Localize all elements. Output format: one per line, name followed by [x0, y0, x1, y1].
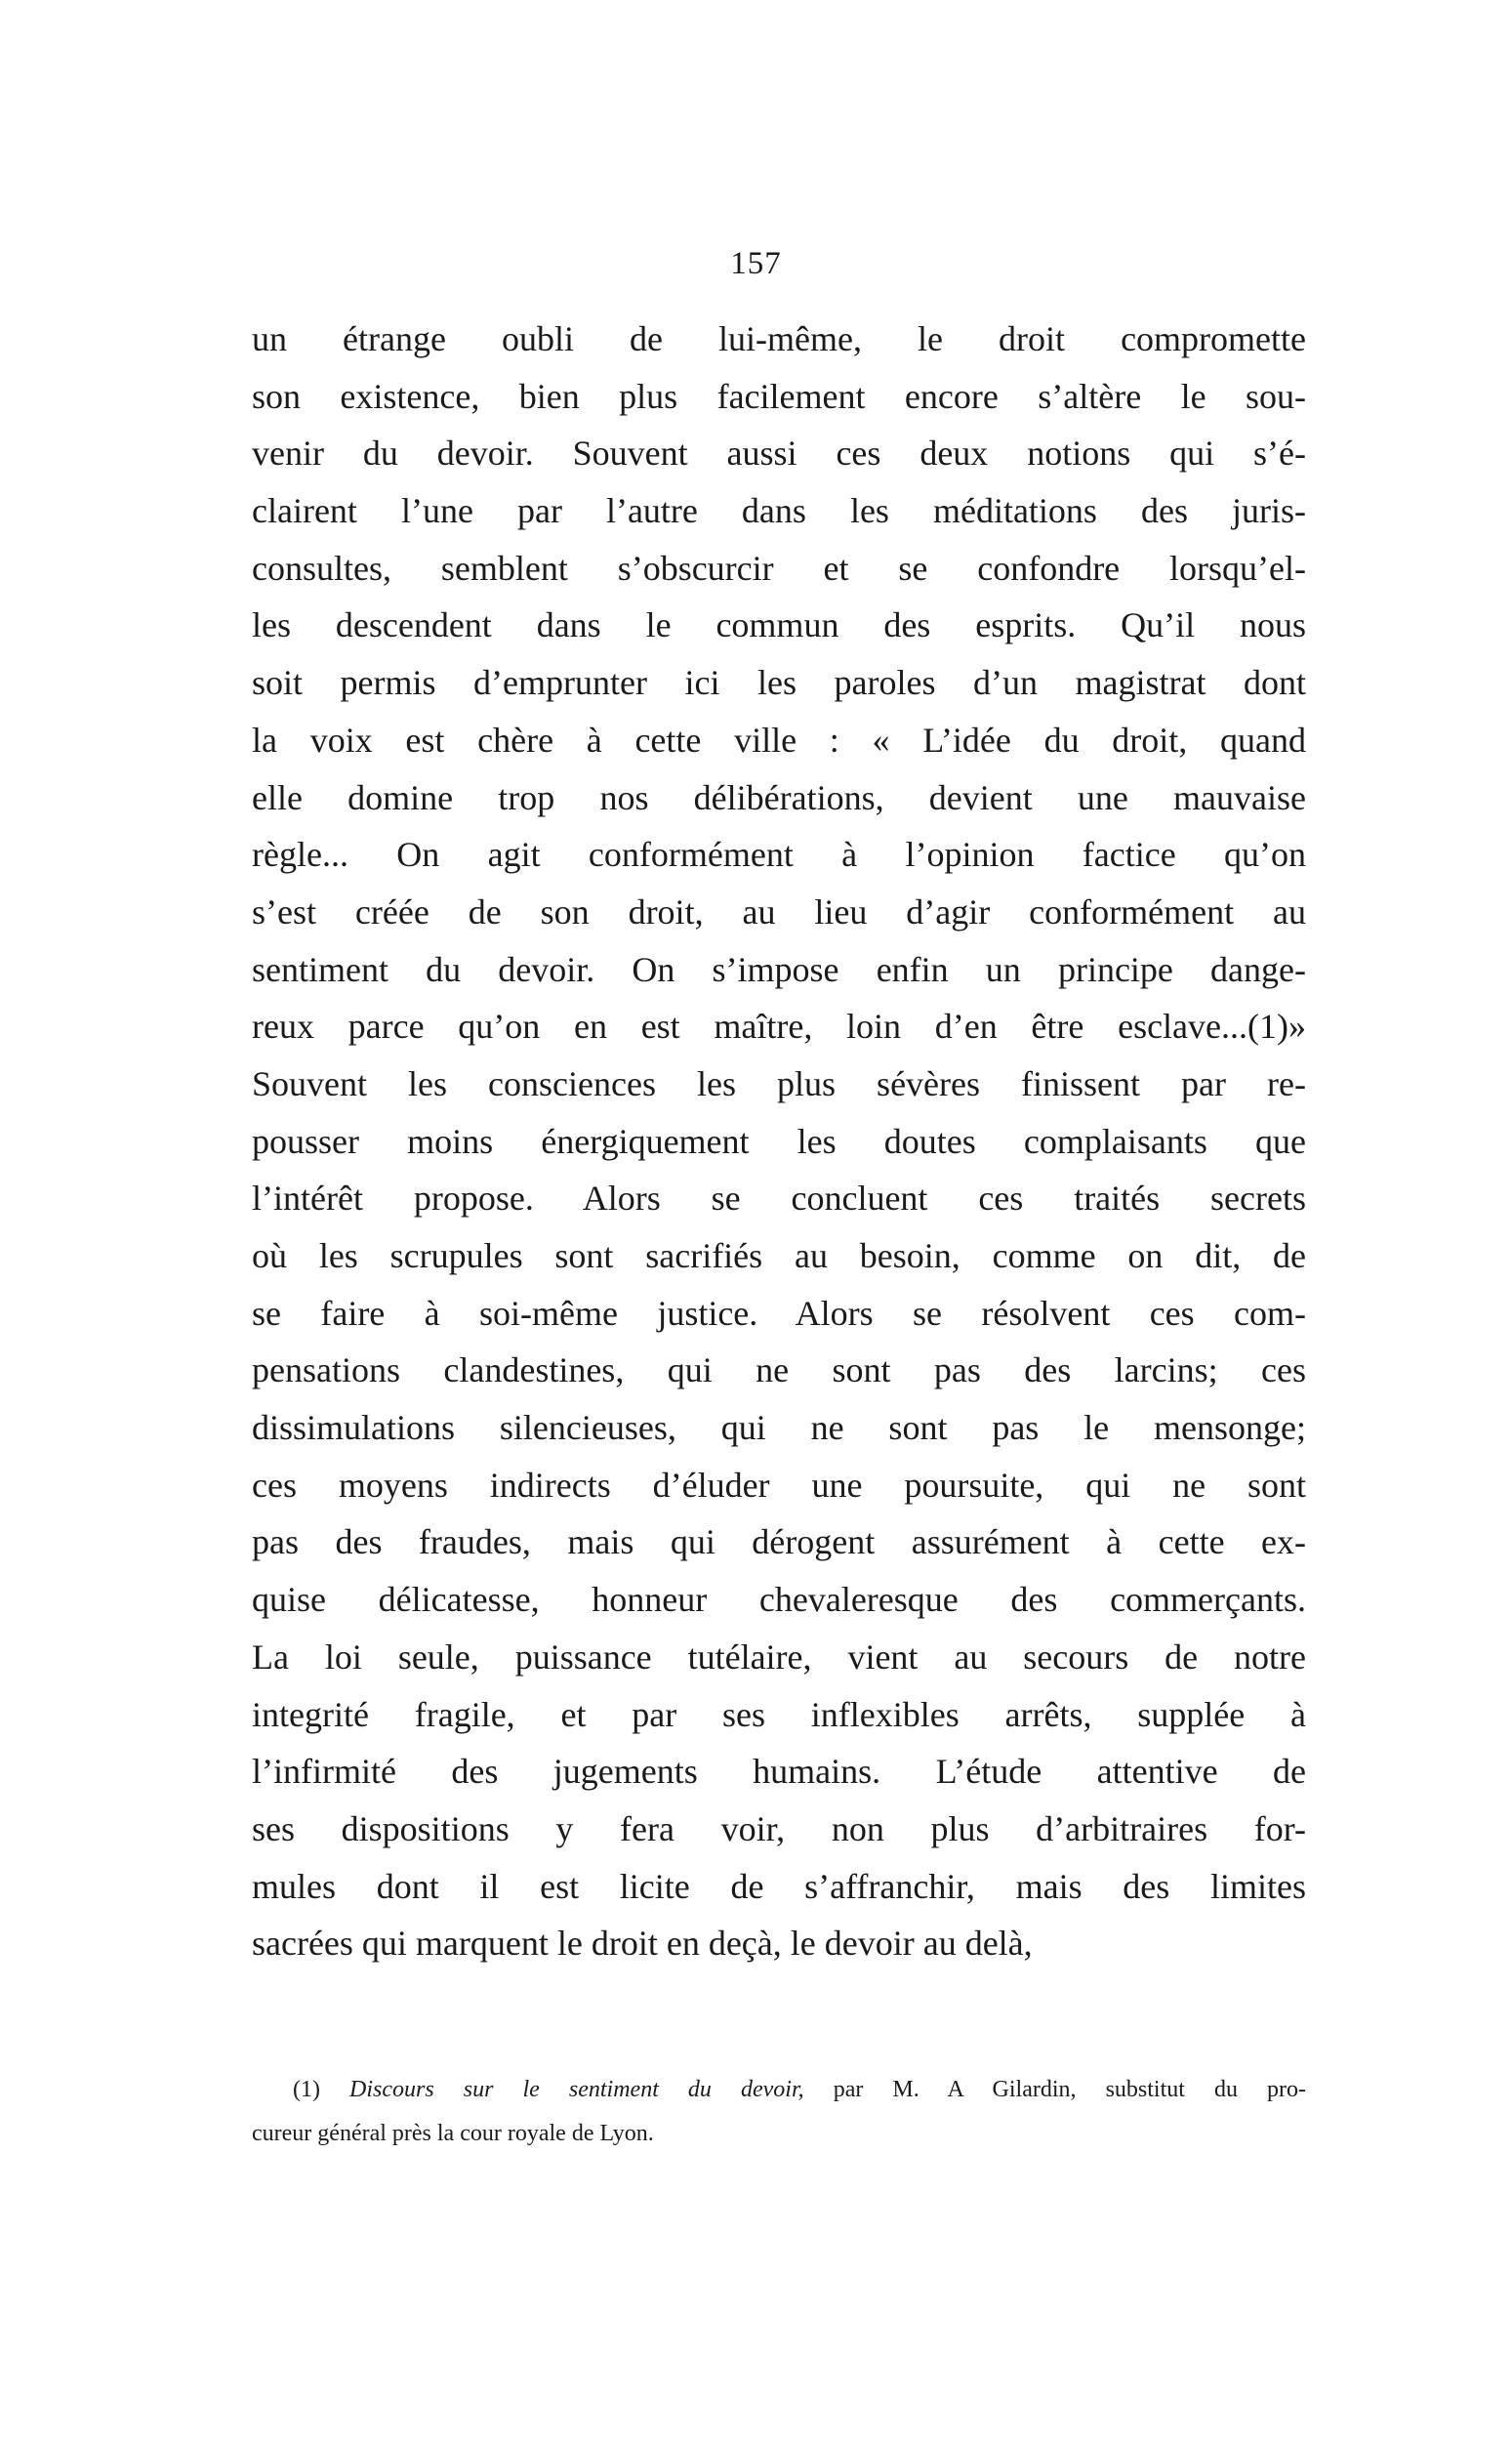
text-line: ces moyens indirects d’éluder une poursuite, qui ne sont	[252, 1465, 1306, 1505]
text-line: mules dont il est licite de s’affranchir, mais des limites	[252, 1866, 1306, 1906]
text-line: pousser moins énergiquement les doutes complaisants que	[252, 1121, 1306, 1161]
text-line: un étrange oubli de lui-même, le droit compromette	[252, 319, 1306, 358]
text-line: l’infirmité des jugements humains. L’étude attentive de	[252, 1752, 1306, 1792]
text-line: son existence, bien plus facilement encore s’altère le sou-	[252, 376, 1306, 416]
body-text	[252, 311, 1306, 1972]
text-line: les descendent dans le commun des esprits. Qu’il nous	[252, 605, 1306, 645]
text-line: sacrées qui marquent le droit en deçà, le devoir au delà,	[252, 1924, 1033, 1964]
text-line: pas des fraudes, mais qui dérogent assurément à cette ex-	[252, 1522, 1306, 1562]
text-line: se faire à soi-même justice. Alors se résolvent ces com-	[252, 1293, 1306, 1333]
text-line: reux parce qu’on en est maître, loin d’en être esclave...(1)»	[252, 1007, 1306, 1047]
text-line: où les scrupules sont sacrifiés au besoin, comme on dit, de	[252, 1236, 1306, 1275]
footnote-line-2: cureur général près la cour royale de Lyon.	[252, 2121, 654, 2146]
text-line: La loi seule, puissance tutélaire, vient au secours de notre	[252, 1636, 1306, 1677]
text-line: venir du devoir. Souvent aussi ces deux notions qui s’é-	[252, 434, 1306, 474]
text-line: quise délicatesse, honneur chevaleresque des commerçants.	[252, 1580, 1306, 1620]
text-line: s’est créée de son droit, au lieu d’agir conformément au	[252, 891, 1306, 932]
footnote-line-1	[252, 2068, 1306, 2112]
page-number: 157	[730, 246, 782, 281]
text-line: Souvent les consciences les plus sévères finissent par re-	[252, 1063, 1306, 1103]
text-line: consultes, semblent s’obscurcir et se confondre lorsqu’el-	[252, 548, 1306, 588]
text-line: ses dispositions y fera voir, non plus d’arbitraires for-	[252, 1808, 1306, 1848]
footnote	[252, 2068, 1306, 2156]
text-line: la voix est chère à cette ville : « L’idée du droit, quand	[252, 720, 1306, 760]
text-line: clairent l’une par l’autre dans les méditations des juris-	[252, 491, 1306, 531]
text-line: sentiment du devoir. On s’impose enfin un principe dange-	[252, 949, 1306, 989]
text-line: règle... On agit conformément à l’opinion factice qu’on	[252, 835, 1306, 875]
footnote-title: Discours sur le sentiment du devoir,	[349, 2077, 804, 2102]
footnote-line-1-rest: par M. A Gilardin, substitut du pro-	[833, 2077, 1307, 2102]
text-line: l’intérêt propose. Alors se concluent ces traités secrets	[252, 1179, 1306, 1219]
text-line: elle domine trop nos délibérations, devient une mauvaise	[252, 777, 1306, 817]
footnote-marker: (1)	[293, 2077, 320, 2102]
text-line: integrité fragile, et par ses inflexibles arrêts, supplée à	[252, 1694, 1306, 1734]
text-line: soit permis d’emprunter ici les paroles d’un magistrat dont	[252, 663, 1306, 703]
text-line: dissimulations silencieuses, qui ne sont pas le mensonge;	[252, 1408, 1306, 1448]
text-line: pensations clandestines, qui ne sont pas des larcins; ces	[252, 1350, 1306, 1390]
